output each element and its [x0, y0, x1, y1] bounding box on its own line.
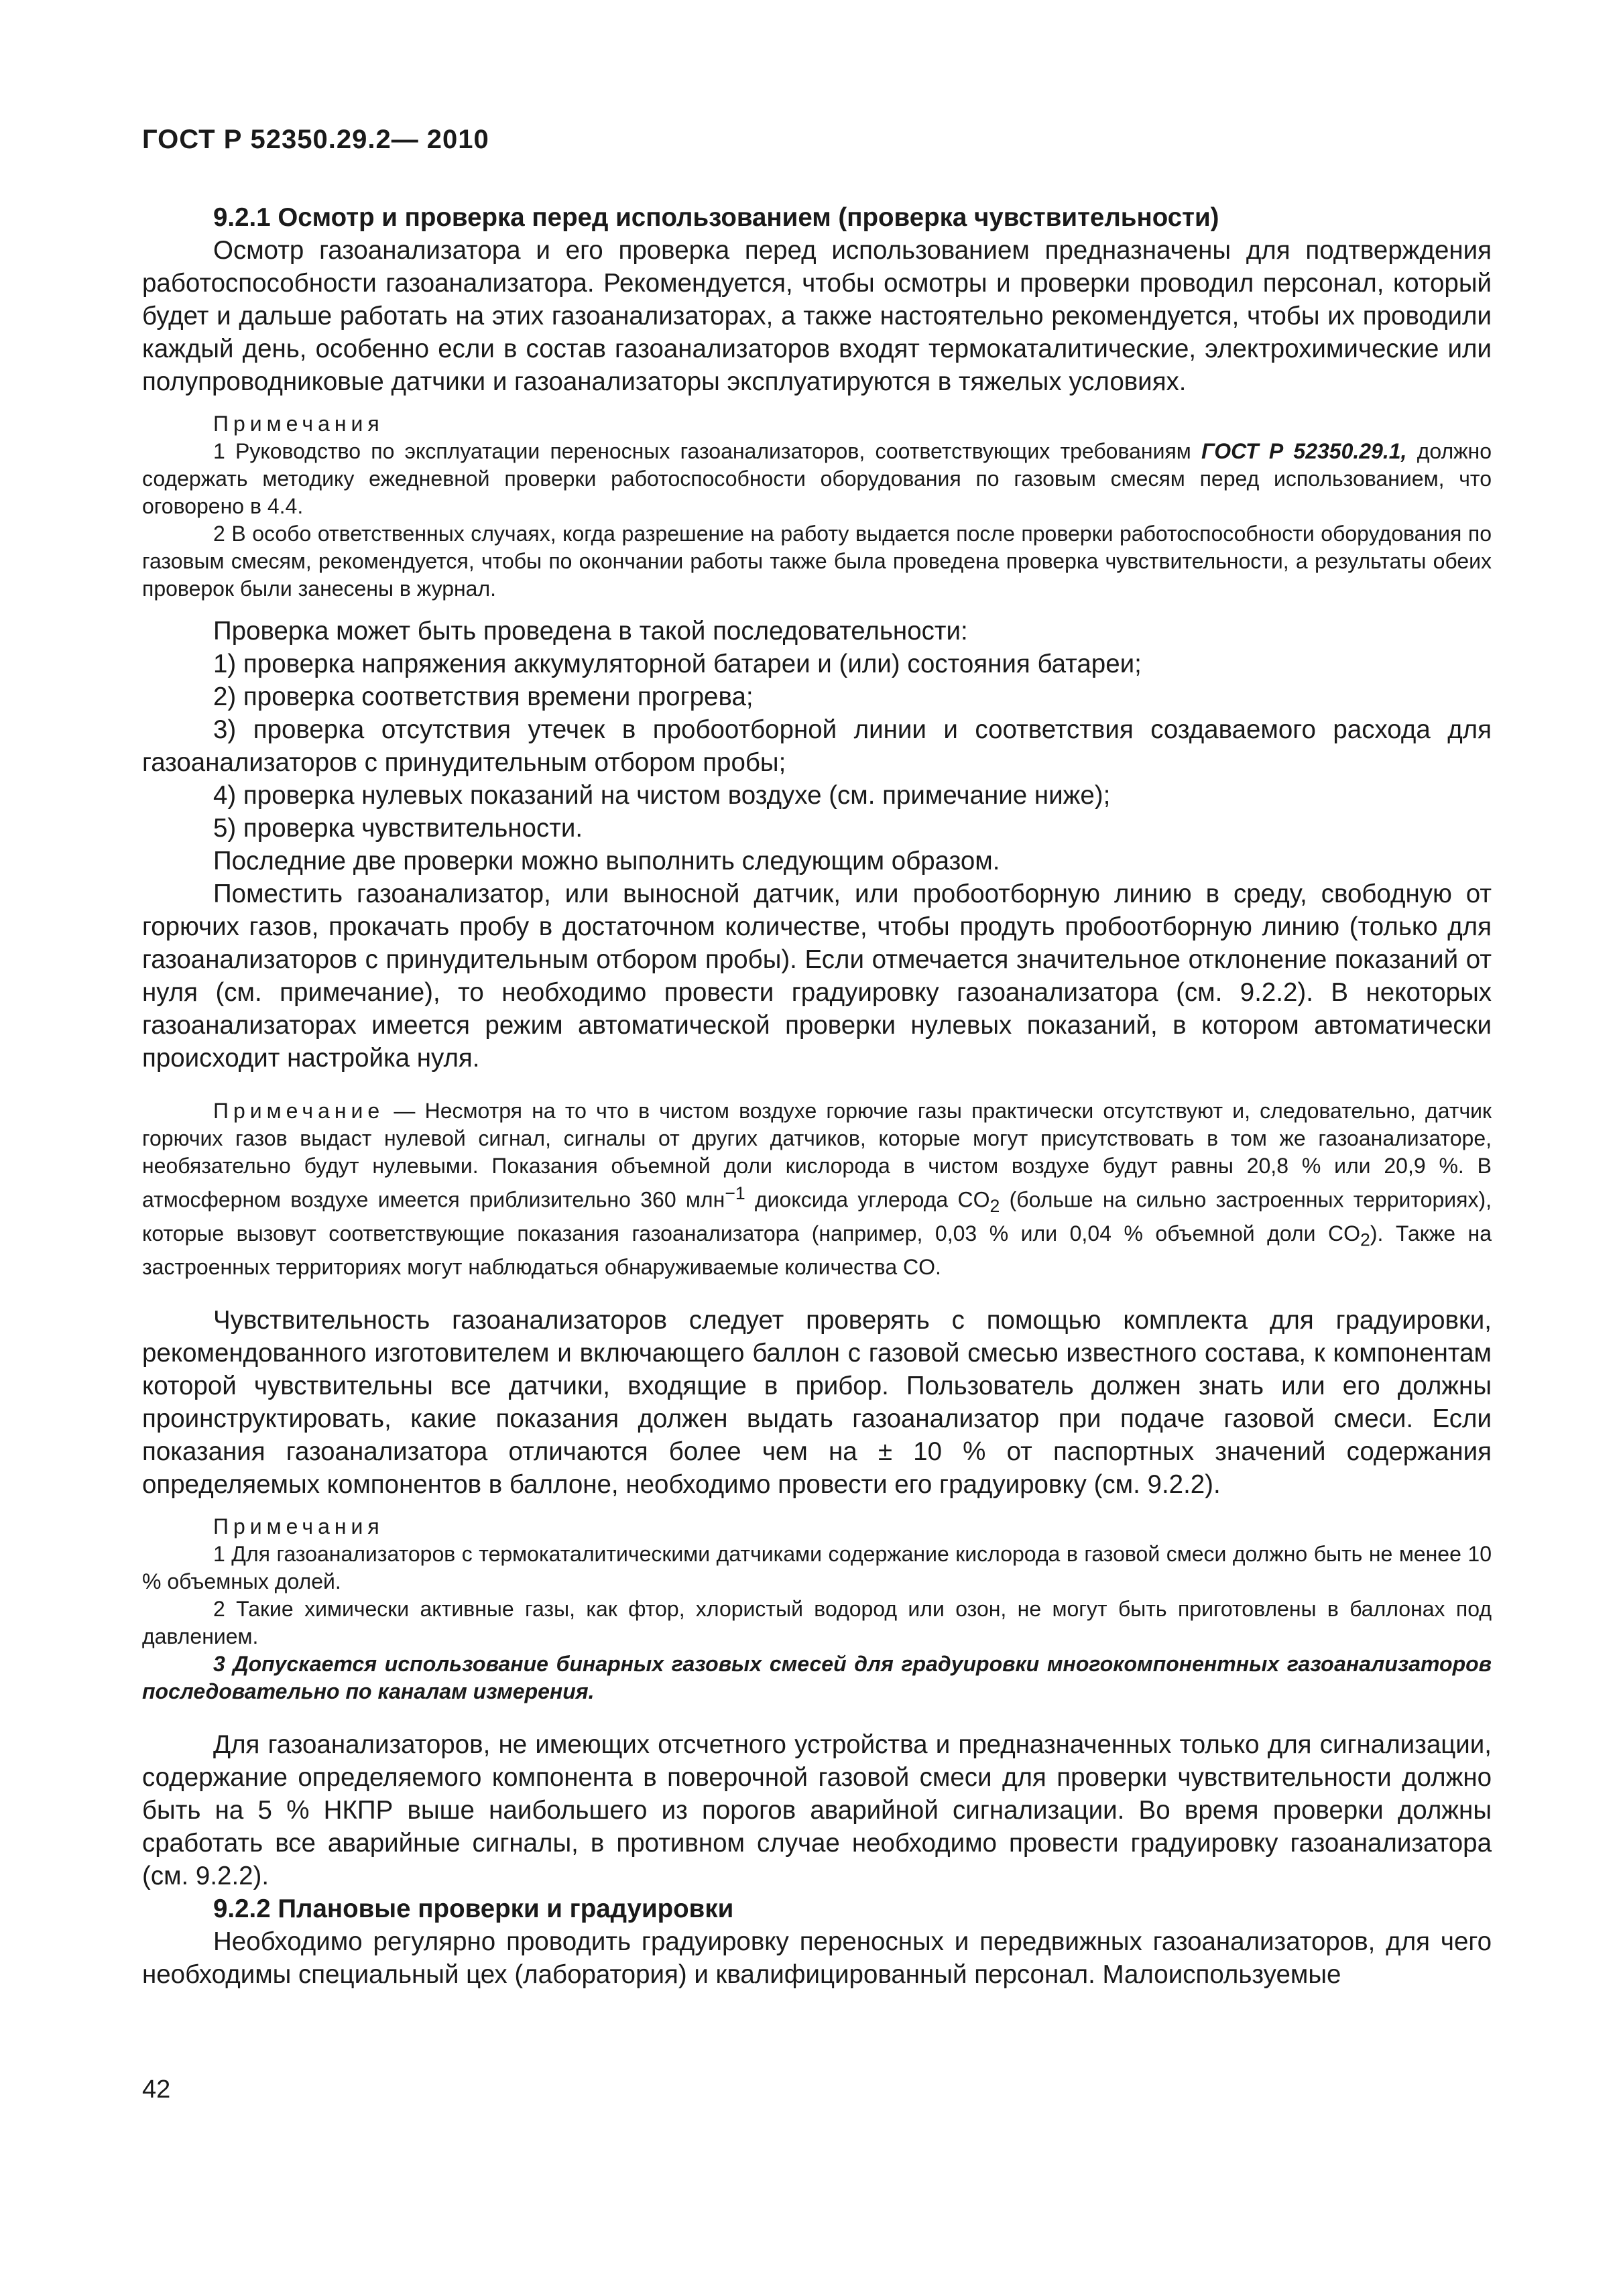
- note-3-1: 1 Для газоанализаторов с термокаталитическими датчиками содержание кислорода в газовой смеси должно быть не менее 10 % объемных долей.: [142, 1542, 1492, 1594]
- note-3-2: 2 Такие химически активные газы, как фтор, хлористый водород или озон, не могут быть приготовлены в баллонах под давлением.: [142, 1597, 1492, 1649]
- note-1-start: 1 Руководство по эксплуатации переносных газоанализаторов, соответствующих требованиям: [213, 439, 1202, 463]
- sequence-intro: Проверка может быть проведена в такой последовательности:: [213, 617, 968, 646]
- section-heading-9-2-2: 9.2.2 Плановые проверки и градуировки: [213, 1894, 734, 1924]
- paragraph-inspection: Осмотр газоанализатора и его проверка перед использованием предназначены для подтверждения работоспособности газоанализатора. Рекомендуется, чтобы осмотры и проверки проводил персонал, который будет и дальше работать на этих газоанализаторах, а также настоятельно рекомендуется, чтобы их проводили каждый день, особенно если в состав газоанализаторов входят термокаталитические, электрохимические или полупроводниковые датчики и газоанализаторы эксплуатируются в тяжелых условиях.: [142, 236, 1492, 396]
- sequence-item-3: 3) проверка отсутствия утечек в пробоотборной линии и соответствия создаваемого расхода для газоанализаторов с принудительным отбором пробы;: [142, 715, 1492, 777]
- note-3-3: 3 Допускается использование бинарных газовых смесей для градуировки многокомпонентных газоанализаторов последовательно по каналам измерения.: [142, 1652, 1492, 1704]
- paragraph-calibration: Необходимо регулярно проводить градуировку переносных и передвижных газоанализаторов, для чего необходимы специальный цех (лаборатория) и квалифицированный персонал. Малоиспользуемые: [142, 1927, 1492, 1990]
- paragraph-sensitivity: Чувствительность газоанализаторов следует проверять с помощью комплекта для градуировки, рекомендованного изготовителем и включающего баллон с газовой смесью известного состава, к компонентам которой чувствительны все датчики, входящие в прибор. Пользователь должен знать или его должны проинструктировать, какие показания должен выдать газоанализатор при подаче газовой смеси. Если показания газоанализатора отличаются более чем на ± 10 % от паспортных значений содержания определяемых компонентов в баллоне, необходимо провести его градуировку (см. 9.2.2).: [142, 1306, 1492, 1500]
- page-content: [142, 201, 1492, 1991]
- document-header: ГОСТ Р 52350.29.2— 2010: [142, 125, 489, 154]
- sequence-item-5: 5) проверка чувствительности.: [213, 814, 583, 843]
- paragraph-last-two-checks: Последние две проверки можно выполнить следующим образом.: [213, 847, 1000, 875]
- notes-title: Примечания: [213, 412, 384, 436]
- sequence-item-1: 1) проверка напряжения аккумуляторной батареи и (или) состояния батареи;: [213, 650, 1142, 678]
- document-page: [142, 0, 1492, 2296]
- note-1: [142, 438, 1492, 520]
- sequence-item-2: 2) проверка соответствия времени прогрева;: [213, 682, 754, 711]
- note-1-reference: ГОСТ Р 52350.29.1,: [1201, 439, 1407, 463]
- note-1-end: должно содержать методику ежедневной проверки работоспособности оборудования по газовым смесям перед использованием, что оговорено в 4.4.: [142, 439, 1492, 518]
- notes-title-2: Примечания: [213, 1514, 384, 1539]
- section-heading-9-2-1: 9.2.1 Осмотр и проверка перед использованием (проверка чувствительности): [213, 203, 1219, 232]
- note-2: 2 В особо ответственных случаях, когда разрешение на работу выдается после проверки работоспособности оборудования по газовым смесям, рекомендуется, чтобы по окончании работы также была проведена проверка чувствительности, а результаты обеих проверок были занесены в журнал.: [142, 522, 1492, 601]
- page-number: 42: [142, 2075, 171, 2104]
- note-label: Примечание: [213, 1099, 385, 1123]
- paragraph-procedure: Поместить газоанализатор, или выносной датчик, или пробоотборную линию в среду, свободную от горючих газов, прокачать пробу в достаточном количестве, чтобы продуть пробоотборную линию (только для газоанализаторов с принудительным отбором пробы). Если отмечается значительное отклонение показаний от нуля (см. примечание), то необходимо провести градуировку газоанализатора (см. 9.2.2). В некоторых газоанализаторах имеется режим автоматической проверки нулевых показаний, в котором автоматически происходит настройка нуля.: [142, 880, 1492, 1073]
- note-zero-reading: Примечание — Несмотря на то что в чистом воздухе горючие газы практически отсутствуют и, следовательно, датчик горючих газов выдаст нулевой сигнал, сигналы от других датчиков, которые могут присутствовать в том же газоанализаторе, необязательно будут нулевыми. Показания объемной доли кислорода в чистом воздухе будут равны 20,8 % или 20,9 %. В атмосферном воздухе имеется приблизительно 360 млн$^{-1}$ диоксида углерода $CO_2$ (больше на сильно застроенных территориях), которые вызовут соответствующие показания газоанализатора (например, 0,03 % или 0,04 % объемной доли $CO_2$). Также на застроенных территориях могут наблюдаться обнаруживаемые количества CO.: [142, 1099, 1492, 1280]
- paragraph-alarm-check: Для газоанализаторов, не имеющих отсчетного устройства и предназначенных только для сигнализации, содержание определяемого компонента в поверочной газовой смеси для проверки чувствительности должно быть на 5 % НКПР выше наибольшего из порогов аварийной сигнализации. Во время проверки должны сработать все аварийные сигналы, в противном случае необходимо провести градуировку газоанализатора (см. 9.2.2).: [142, 1730, 1492, 1891]
- sequence-item-4: 4) проверка нулевых показаний на чистом воздухе (см. примечание ниже);: [213, 781, 1111, 810]
